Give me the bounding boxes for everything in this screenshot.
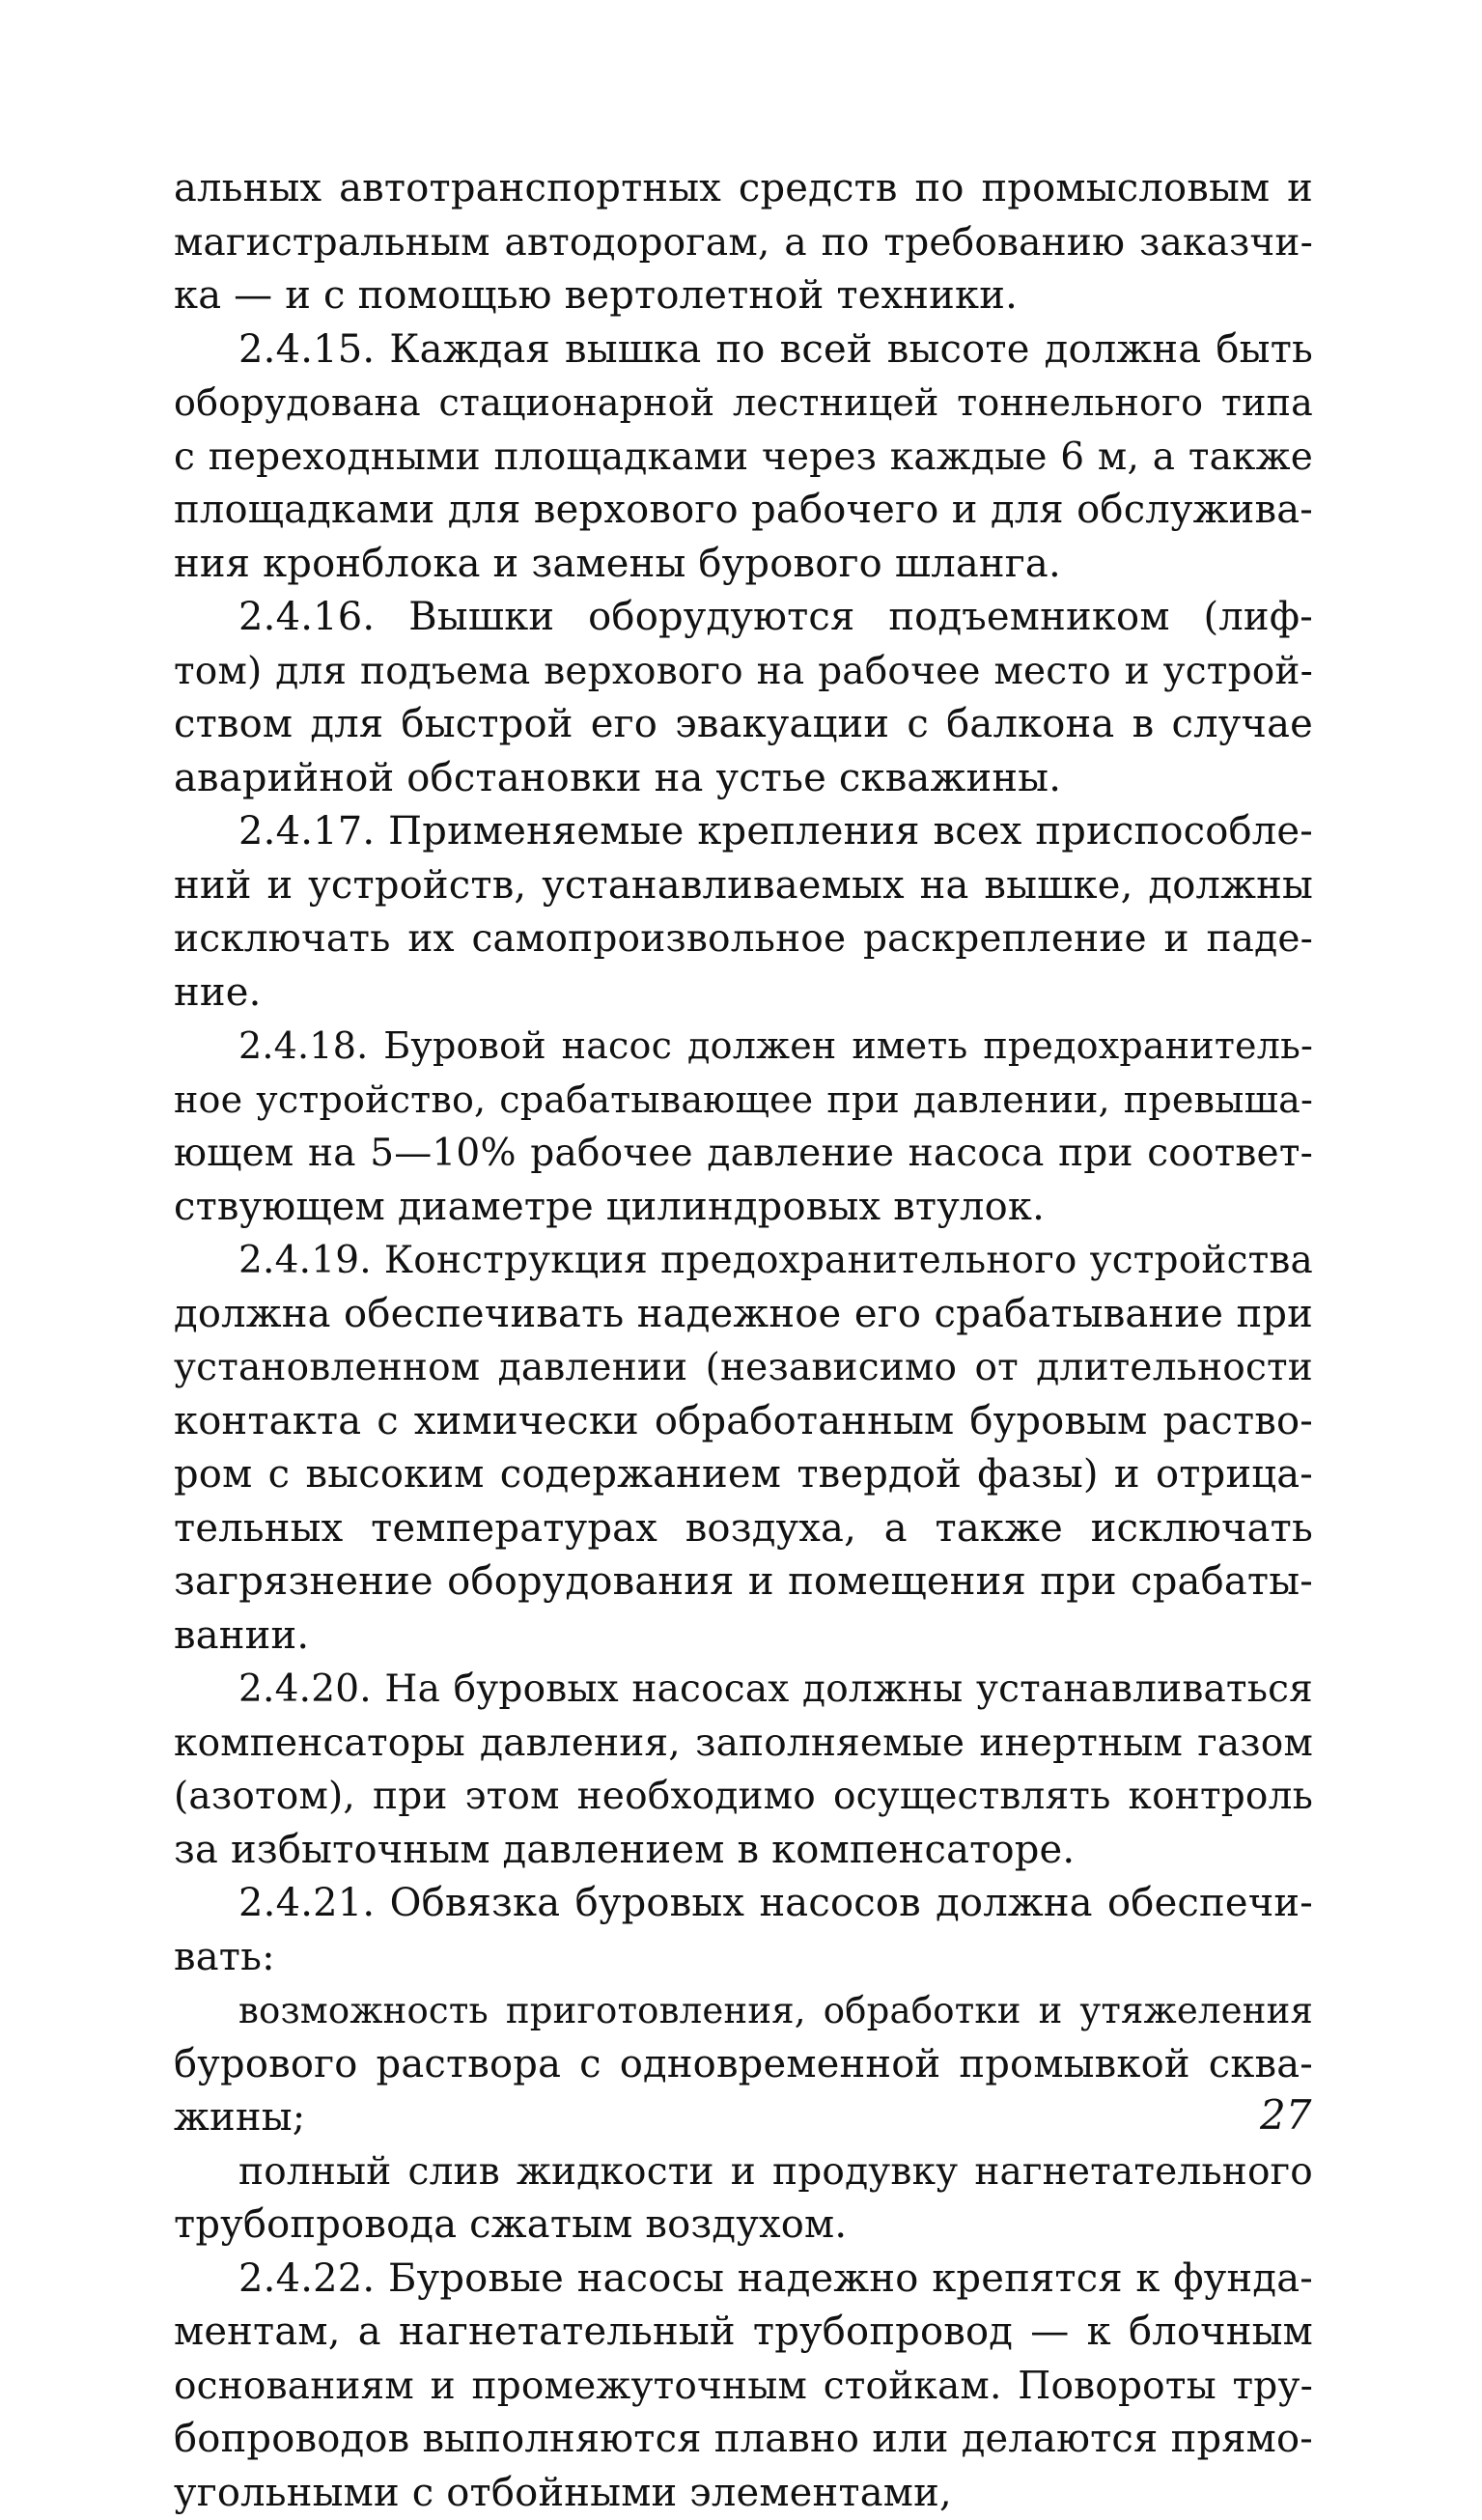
text-line: 2.4.19. Конструкция предохранительного устройства	[174, 1234, 1313, 1288]
text-line: ка — и с помощью вертолетной техники.	[174, 269, 1313, 323]
text-line: должна обеспечивать надежное его срабатывание при	[174, 1288, 1313, 1342]
text-line: угольными с отбойными элементами,	[174, 2467, 1313, 2520]
text-line: вании.	[174, 1610, 1313, 1664]
text-line: 2.4.15. Каждая вышка по всей высоте должна быть	[174, 323, 1313, 378]
text-line: 2.4.18. Буровой насос должен иметь предохранитель-	[174, 1020, 1313, 1074]
text-line: 2.4.21. Обвязка буровых насосов должна обеспечи-	[174, 1877, 1313, 1931]
text-line: бурового раствора с одновременной промывкой сква-	[174, 2038, 1313, 2092]
text-line: ментам, а нагнетательный трубопровод — к блочным	[174, 2306, 1313, 2360]
text-line: за избыточным давлением в компенсаторе.	[174, 1824, 1313, 1878]
text-line: компенсаторы давления, заполняемые инертным газом	[174, 1717, 1313, 1771]
text-line: магистральным автодорогам, а по требованию заказчи-	[174, 216, 1313, 270]
text-line: ние.	[174, 966, 1313, 1021]
text-line: бопроводов выполняются плавно или делаются прямо-	[174, 2413, 1313, 2467]
text-line: жины;	[174, 2091, 1313, 2145]
text-line: 2.4.20. На буровых насосах должны устанавливаться	[174, 1663, 1313, 1717]
text-line: с переходными площадками через каждые 6 м, а также	[174, 431, 1313, 485]
text-line: 2.4.17. Применяемые крепления всех приспособле-	[174, 805, 1313, 859]
text-line: полный слив жидкости и продувку нагнетательного	[174, 2145, 1313, 2199]
text-line: контакта с химически обработанным буровым раство-	[174, 1395, 1313, 1449]
text-line: альных автотранспортных средств по промысловым и	[174, 162, 1313, 216]
text-line: ром с высоким содержанием твердой фазы) и отрица-	[174, 1448, 1313, 1502]
body-text	[174, 162, 1313, 2520]
text-line: исключать их самопроизвольное раскрепление и паде-	[174, 912, 1313, 966]
text-line: оборудована стационарной лестницей тоннельного типа	[174, 377, 1313, 431]
text-line: ющем на 5—10% рабочее давление насоса при соответ-	[174, 1127, 1313, 1181]
text-line: основаниям и промежуточным стойкам. Повороты тру-	[174, 2360, 1313, 2414]
text-line: ствующем диаметре цилиндровых втулок.	[174, 1181, 1313, 1235]
text-line: аварийной обстановки на устье скважины.	[174, 752, 1313, 806]
text-line: ством для быстрой его эвакуации с балкона в случае	[174, 698, 1313, 752]
text-line: ное устройство, срабатывающее при давлении, превыша-	[174, 1074, 1313, 1128]
text-line: возможность приготовления, обработки и утяжеления	[174, 1984, 1313, 2038]
page-number: 27	[1260, 2091, 1311, 2139]
text-line: ния кронблока и замены бурового шланга.	[174, 538, 1313, 592]
text-line: площадками для верхового рабочего и для обслужива-	[174, 484, 1313, 538]
text-line: том) для подъема верхового на рабочее место и устрой-	[174, 645, 1313, 699]
text-line: 2.4.16. Вышки оборудуются подъемником (лиф-	[174, 591, 1313, 645]
text-line: трубопровода сжатым воздухом.	[174, 2198, 1313, 2253]
text-line: установленном давлении (независимо от длительности	[174, 1341, 1313, 1395]
text-line: тельных температурах воздуха, а также исключать	[174, 1502, 1313, 1556]
text-line: 2.4.22. Буровые насосы надежно крепятся к фунда-	[174, 2253, 1313, 2307]
text-line: загрязнение оборудования и помещения при срабаты-	[174, 1555, 1313, 1610]
text-line: (азотом), при этом необходимо осуществлять контроль	[174, 1770, 1313, 1824]
text-line: ний и устройств, устанавливаемых на вышке, должны	[174, 859, 1313, 913]
text-line: вать:	[174, 1931, 1313, 1985]
